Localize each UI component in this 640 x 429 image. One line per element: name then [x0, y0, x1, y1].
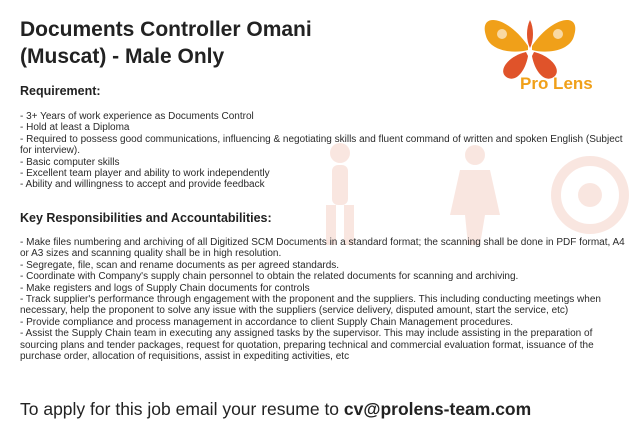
- list-item: - 3+ Years of work experience as Documents Control: [20, 111, 254, 122]
- apply-instructions: [20, 399, 531, 420]
- list-item: - Make registers and logs of Supply Chain documents for controls: [20, 282, 310, 294]
- list-item: - Segregate, file, scan and rename documents as per agreed standards.: [20, 259, 340, 271]
- responsibilities-list: [20, 237, 630, 362]
- apply-text: To apply for this job email your resume to: [20, 399, 340, 419]
- list-item: - Basic computer skills: [20, 156, 120, 168]
- list-item: - Make files numbering and archiving of all Digitized SCM Documents in a standard format; the scanning shall be done in PDF format, A4 or A3 sizes and scanning quality shall be in high resolution.: [20, 237, 625, 260]
- list-item: - Coordinate with Company's supply chain personnel to obtain the related documents for scanning and archiving.: [20, 271, 519, 283]
- responsibilities-heading: Key Responsibilities and Accountabilities:: [20, 211, 272, 225]
- logo-text: Pro Lens: [520, 74, 593, 93]
- list-item: - Assist the Supply Chain team in executing any assigned tasks by the supervisor. This may include assisting in the preparation of sourcing plans and tender packages, request for quotation, preparing technical and commercial evaluation format, issuance of the purchase order, allocation of requisitions, assist in expediting activities, etc: [20, 328, 594, 363]
- list-item: - Required to possess good communications, influencing & negotiating skills and fluent command of written and spoken English (Subject for interview).: [20, 133, 623, 157]
- list-item: - Provide compliance and process management in accordance to client Supply Chain Management procedures.: [20, 316, 514, 328]
- list-item: - Track supplier's performance through engagement with the proponent and the suppliers. This including conducting meetings when necessary, help the proponent to solve any issue with the suppliers (service delivery, disputed amount, start the service, etc): [20, 294, 601, 317]
- job-title-line-2: (Muscat) - Male Only: [20, 45, 225, 68]
- list-item: - Excellent team player and ability to work independently: [20, 168, 270, 180]
- requirement-heading: Requirement:: [20, 84, 101, 98]
- job-title: [20, 16, 460, 70]
- apply-email-link[interactable]: cv@prolens-team.com: [343, 399, 532, 419]
- job-title-line-1: Documents Controller Omani: [20, 18, 312, 41]
- list-item: - Hold at least a Diploma: [20, 122, 130, 134]
- requirement-list: [20, 111, 630, 191]
- list-item: - Ability and willingness to accept and provide feedback: [20, 179, 265, 191]
